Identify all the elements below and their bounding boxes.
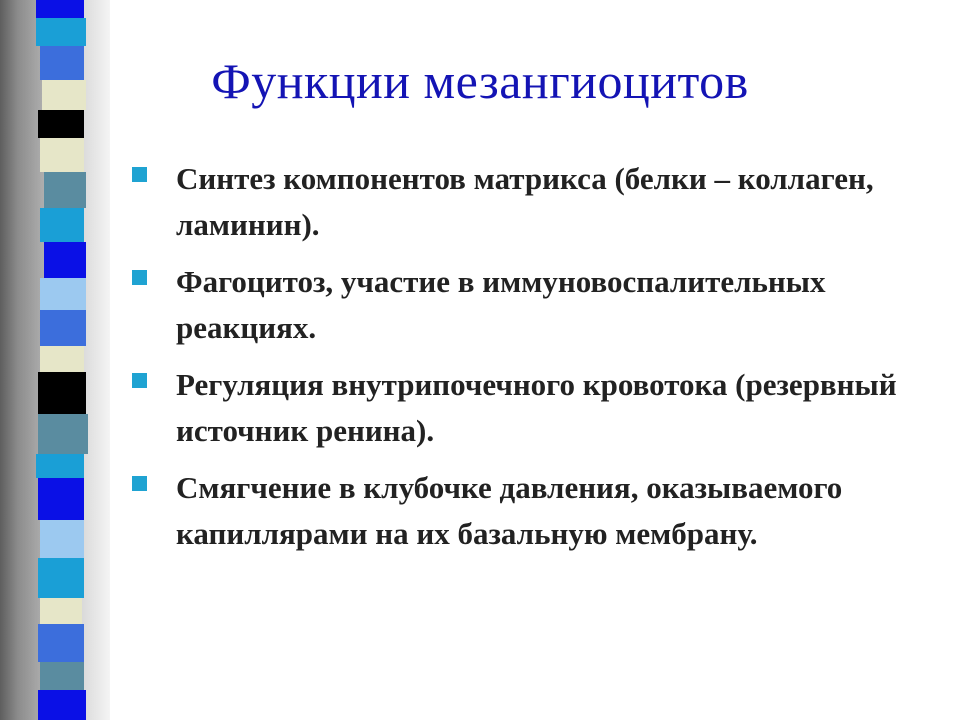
square-bullet-icon — [132, 373, 147, 388]
stripe — [38, 110, 84, 138]
stripe — [36, 454, 84, 478]
bullet-item — [132, 465, 922, 557]
stripe — [36, 18, 86, 46]
bullet-item — [132, 362, 922, 454]
bullet-list — [132, 156, 922, 568]
stripe — [40, 598, 82, 624]
stripe — [38, 414, 88, 454]
slide-title: Функции мезангиоцитов — [211, 53, 749, 109]
stripe — [38, 690, 86, 720]
stripe — [40, 346, 84, 372]
stripe — [38, 558, 84, 598]
stripe — [40, 520, 84, 558]
stripe — [40, 208, 84, 242]
square-bullet-icon — [132, 270, 147, 285]
stripe — [36, 0, 84, 18]
stripe — [44, 242, 86, 278]
stripe — [40, 138, 84, 172]
bullet-item — [132, 259, 922, 351]
square-bullet-icon — [132, 167, 147, 182]
stripe — [38, 372, 86, 414]
stripe — [38, 478, 84, 520]
bullet-text: Синтез компонентов матрикса (белки – коллаген, ламинин). — [176, 161, 874, 242]
bullet-text: Фагоцитоз, участие в иммуновоспалительных реакциях. — [176, 264, 826, 345]
stripe — [38, 624, 84, 662]
bullet-item — [132, 156, 922, 248]
square-bullet-icon — [132, 476, 147, 491]
stripe — [40, 310, 86, 346]
bullet-text: Смягчение в клубочке давления, оказываемого капиллярами на их базальную мембрану. — [176, 470, 843, 551]
stripe — [40, 278, 86, 310]
stripe — [40, 662, 84, 690]
stripe — [44, 172, 86, 208]
bullet-text: Регуляция внутрипочечного кровотока (резервный источник ренина). — [176, 367, 897, 448]
